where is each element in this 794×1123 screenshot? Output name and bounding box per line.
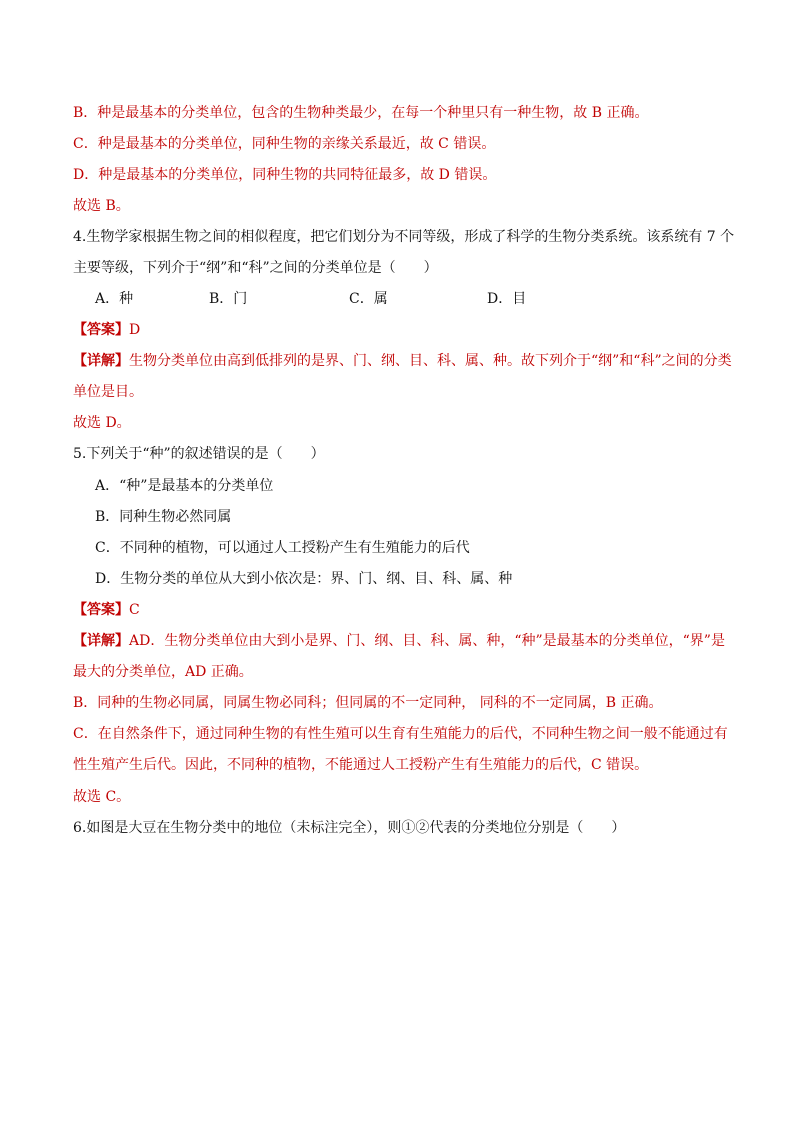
q6-stem: 6.如图是大豆在生物分类中的地位（未标注完全），则①②代表的分类地位分别是（ ） xyxy=(73,820,626,836)
q3-option-d-explanation: D．种是最基本的分类单位，同种生物的共同特征最多，故 D 错误。 xyxy=(73,167,497,183)
q4-option-a: A．种 xyxy=(95,291,134,307)
q5-detail-line2: 最大的分类单位，AD 正确。 xyxy=(73,664,253,680)
answer-tag: 【答案】 xyxy=(73,322,129,338)
q4-answer xyxy=(73,319,733,341)
q5-option-b-explanation: B．同种的生物必同属，同属生物必同科；但同属的不一定同种， 同科的不一定同属，B 正确。 xyxy=(73,695,663,711)
q4-option-b: B．门 xyxy=(209,291,248,307)
q4-stem-line2: 主要等级，下列介于“纲”和“科”之间的分类单位是（ ） xyxy=(73,260,438,276)
q4-option-d: D．目 xyxy=(487,291,527,307)
q4-detail-text: 生物分类单位由高到低排列的是界、门、纲、目、科、属、种。故下列介于“纲”和“科”之间的分类 xyxy=(129,353,732,369)
q4-detail-line1 xyxy=(73,350,733,372)
q3-conclusion: 故选 B。 xyxy=(73,198,130,214)
q5-option-a: A．“种”是最基本的分类单位 xyxy=(95,478,274,494)
q3-option-b-explanation: B．种是最基本的分类单位，包含的生物种类最少，在每一个种里只有一种生物，故 B 正确。 xyxy=(73,105,649,121)
q5-conclusion: 故选 C。 xyxy=(73,789,131,805)
q5-option-c: C．不同种的植物，可以通过人工授粉产生有生殖能力的后代 xyxy=(95,540,470,556)
q5-stem: 5.下列关于“种”的叙述错误的是（ ） xyxy=(73,446,325,462)
q5-option-c-explanation-line2: 性生殖产生后代。因此，不同种的植物，不能通过人工授粉产生有生殖能力的后代，C 错误。 xyxy=(73,757,649,773)
q4-option-c: C．属 xyxy=(349,291,388,307)
q5-detail-text: AD．生物分类单位由大到小是界、门、纲、目、科、属、种，“种”是最基本的分类单位，“界”是 xyxy=(129,633,725,649)
q4-options xyxy=(95,288,655,310)
q5-option-b: B．同种生物必然同属 xyxy=(95,509,232,525)
detail-tag: 【详解】 xyxy=(73,353,129,369)
q5-option-c-explanation-line1: C．在自然条件下，通过同种生物的有性生殖可以生育有生殖能力的后代，不同种生物之间一般不能通过有 xyxy=(73,726,728,742)
q5-answer-value: C xyxy=(129,602,140,618)
answer-tag: 【答案】 xyxy=(73,602,129,618)
q4-answer-value: D xyxy=(129,322,141,338)
q4-detail-line2: 单位是目。 xyxy=(73,384,143,400)
q3-option-c-explanation: C．种是最基本的分类单位，同种生物的亲缘关系最近，故 C 错误。 xyxy=(73,136,496,152)
detail-tag: 【详解】 xyxy=(73,633,129,649)
q5-answer xyxy=(73,599,733,621)
q5-detail-line1 xyxy=(73,630,733,652)
q4-stem-line1: 4.生物学家根据生物之间的相似程度，把它们划分为不同等级，形成了科学的生物分类系统。该系统有 7 个 xyxy=(73,229,735,245)
q5-option-d: D．生物分类的单位从大到小依次是：界、门、纲、目、科、属、种 xyxy=(95,571,513,587)
q4-conclusion: 故选 D。 xyxy=(73,415,131,431)
